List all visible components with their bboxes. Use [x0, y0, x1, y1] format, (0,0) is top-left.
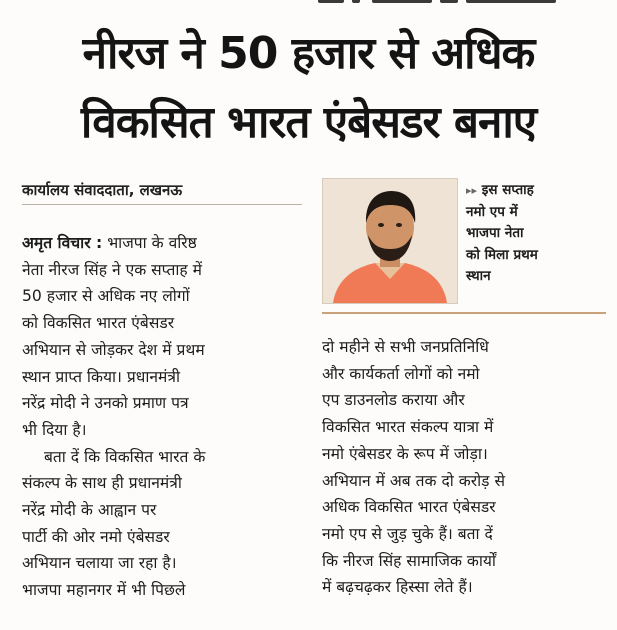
caption-line-2: नमो एप में — [466, 203, 518, 220]
caption-line-1: ▸▸ इस सप्ताह — [466, 182, 534, 198]
article-line: नरेंद्र मोदी के आह्वान पर — [22, 501, 157, 520]
photo-caption — [466, 180, 606, 288]
headline-line-1: नीरज ने 50 हजार से अधिक — [82, 28, 535, 79]
article-line: भाजपा महानगर में भी पिछले — [22, 581, 186, 600]
article-line: नमो एप से जुड़ चुके हैं। बता दें — [322, 524, 493, 543]
article-line: अभियान से जोड़कर देश में प्रथम — [22, 340, 205, 359]
byline-divider — [22, 204, 302, 205]
article-line: अमृत विचार : भाजपा के वरिष्ठ — [22, 234, 197, 252]
article-line: को विकसित भारत एंबेसडर — [22, 314, 175, 333]
article-line: बता दें कि विकसित भारत के — [44, 447, 206, 466]
article-line: भी दिया है। — [22, 420, 87, 439]
headline-line-2: विकसित भारत एंबेसडर बनाए — [80, 97, 537, 148]
article-line: नमो एंबेसडर के रूप में जोड़ा। — [322, 444, 488, 463]
article-line: अभियान चलाया जा रहा है। — [22, 554, 177, 573]
article-right-column — [322, 334, 609, 601]
article-line: अधिक विकसित भारत एंबेसडर — [322, 498, 496, 517]
caption-line-3: भाजपा नेता — [466, 225, 524, 241]
article-line: नेता नीरज सिंह ने एक सप्ताह में — [22, 260, 202, 279]
article-line: पार्टी की ओर नमो एंबेसडर — [22, 527, 170, 546]
article-line: और कार्यकर्ता लोगों को नमो — [322, 364, 480, 383]
cropped-previous-article-strip — [0, 0, 617, 12]
caption-line-4: को मिला प्रथम — [466, 246, 538, 263]
article-line: दो महीने से सभी जनप्रतिनिधि — [322, 338, 489, 356]
article-line: में बढ़चढ़कर हिस्सा लेते हैं। — [322, 578, 473, 597]
article-line: एप डाउनलोड कराया और — [322, 391, 465, 410]
article-line: 50 हजार से अधिक नए लोगों — [22, 287, 190, 306]
caption-line-5: स्थान — [466, 268, 491, 284]
article-line: कि नीरज सिंह सामाजिक कार्यों — [322, 551, 496, 570]
person-photo-icon — [323, 179, 457, 303]
article-line: नरेंद्र मोदी ने उनको प्रमाण पत्र — [22, 394, 189, 413]
person-photo — [322, 178, 458, 304]
byline: कार्यालय संवाददाता, लखनऊ — [22, 181, 183, 199]
article-line: विकसित भारत संकल्प यात्रा में — [322, 418, 494, 437]
double-arrow-icon: ▸▸ — [466, 184, 478, 197]
dateline: अमृत विचार : — [22, 234, 103, 252]
article-left-column — [22, 230, 304, 604]
article-line: अभियान में अब तक दो करोड़ से — [322, 471, 505, 490]
article-line: स्थान प्राप्त किया। प्रधानमंत्री — [22, 367, 181, 386]
article-line: संकल्प के साथ ही प्रधानमंत्री — [22, 474, 182, 493]
caption-divider — [322, 312, 606, 314]
